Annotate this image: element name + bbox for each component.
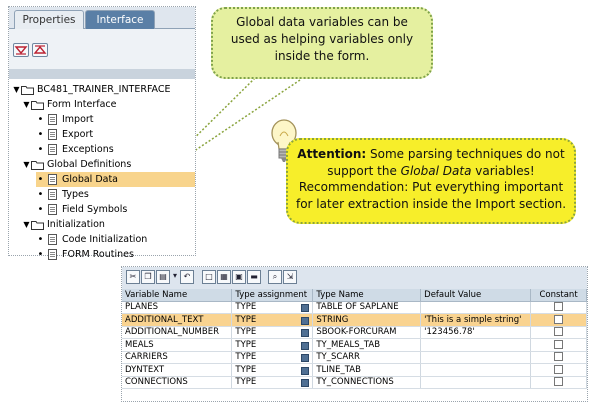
cell-variable-name[interactable]: DYNTEXT: [122, 364, 232, 377]
folder-icon: [21, 85, 34, 95]
value-help-icon[interactable]: [301, 317, 309, 325]
tree-node-label: Global Data: [62, 174, 119, 185]
type-assignment-value: TYPE: [235, 339, 257, 350]
constant-checkbox[interactable]: [554, 315, 563, 324]
tab-interface[interactable]: Interface: [85, 10, 155, 29]
document-icon: [48, 249, 57, 260]
tree-node-label: Exceptions: [62, 144, 114, 155]
constant-checkbox[interactable]: [554, 352, 563, 361]
tree-node-label: FORM Routines: [62, 249, 134, 260]
tree-node-root[interactable]: [12, 82, 171, 97]
type-assignment-value: TYPE: [235, 377, 257, 388]
tab-properties[interactable]: Properties: [14, 10, 84, 29]
document-icon: [48, 189, 57, 200]
value-help-icon[interactable]: [301, 367, 309, 375]
cut-icon[interactable]: ✂: [126, 270, 140, 284]
table-header-row: [122, 289, 587, 301]
callout-text: Some parsing techniques do not support the: [327, 147, 565, 178]
cell-type-assignment[interactable]: [232, 339, 313, 352]
value-help-icon[interactable]: [301, 379, 309, 387]
callout-text: Global data variables can be used as helping variables only inside the form.: [230, 15, 414, 63]
tree-node-label: Form Interface: [47, 99, 117, 110]
callout-emphasis: Global Data: [400, 163, 472, 178]
constant-checkbox[interactable]: [554, 340, 563, 349]
table-row[interactable]: [122, 351, 587, 364]
new-row-icon[interactable]: □: [202, 270, 216, 284]
type-assignment-value: TYPE: [235, 327, 257, 338]
insert-row-icon[interactable]: ▦: [217, 270, 231, 284]
tree-node-form-interface[interactable]: [22, 97, 116, 112]
bullet-icon: •: [37, 188, 44, 200]
folder-icon: [31, 100, 44, 110]
cell-type-name[interactable]: TY_SCARR: [313, 351, 421, 364]
bullet-icon: •: [37, 128, 44, 140]
cell-default-value[interactable]: [421, 364, 531, 377]
constant-checkbox[interactable]: [554, 365, 563, 374]
table-row[interactable]: [122, 301, 587, 314]
append-row-icon[interactable]: ▣: [232, 270, 246, 284]
column-header-type-name[interactable]: Type Name: [313, 289, 421, 301]
cell-default-value[interactable]: '123456.78': [421, 326, 531, 339]
collapse-all-icon[interactable]: [32, 43, 48, 57]
form-tree-panel: [8, 6, 196, 260]
value-help-icon[interactable]: [301, 354, 309, 362]
cell-constant: [531, 351, 587, 364]
value-help-icon[interactable]: [301, 304, 309, 312]
bullet-icon: •: [37, 248, 44, 260]
bullet-icon: •: [37, 173, 44, 185]
table-toolbar: [122, 267, 587, 289]
delete-row-icon[interactable]: ▬: [247, 270, 261, 284]
bullet-icon: •: [37, 143, 44, 155]
paste-icon[interactable]: ▤: [156, 270, 170, 284]
tree-node-types[interactable]: [36, 187, 89, 202]
column-header-constant[interactable]: Constant: [531, 289, 587, 301]
tree-node-label: Global Definitions: [47, 159, 132, 170]
table-row[interactable]: [122, 326, 587, 339]
document-icon: [48, 204, 57, 215]
tree-toolbar: [9, 29, 195, 69]
tree-header-bar: [9, 69, 195, 79]
tree-node-code-initialization[interactable]: [36, 232, 147, 247]
type-assignment-value: TYPE: [235, 314, 257, 325]
cell-type-assignment[interactable]: [232, 301, 313, 314]
tree-node-field-symbols[interactable]: [36, 202, 127, 217]
type-assignment-value: TYPE: [235, 302, 257, 313]
document-icon: [48, 234, 57, 245]
tree-node-exceptions[interactable]: [36, 142, 114, 157]
column-header-default-value[interactable]: Default Value: [421, 289, 531, 301]
expand-all-icon[interactable]: [13, 43, 29, 57]
cell-type-name[interactable]: SBOOK-FORCURAM: [313, 326, 421, 339]
value-help-icon[interactable]: [301, 329, 309, 337]
cell-default-value[interactable]: [421, 301, 531, 314]
tree-node-label: Import: [62, 114, 94, 125]
tree-node-initialization[interactable]: [22, 217, 105, 232]
tab-strip: [9, 7, 195, 29]
cell-type-name[interactable]: TY_CONNECTIONS: [313, 376, 421, 389]
cell-type-assignment[interactable]: [232, 326, 313, 339]
cell-variable-name[interactable]: ADDITIONAL_TEXT: [122, 314, 232, 327]
cell-constant: [531, 364, 587, 377]
cell-type-name[interactable]: TLINE_TAB: [313, 364, 421, 377]
value-help-icon[interactable]: [301, 342, 309, 350]
attention-label: Attention:: [297, 147, 367, 161]
tree-node-global-definitions[interactable]: [22, 157, 131, 172]
table-row[interactable]: [122, 339, 587, 352]
tree-node-export[interactable]: [36, 127, 93, 142]
expanded-arrow-icon[interactable]: ▼: [13, 85, 20, 94]
constant-checkbox[interactable]: [554, 377, 563, 386]
cell-constant: [531, 376, 587, 389]
cell-variable-name[interactable]: ADDITIONAL_NUMBER: [122, 326, 232, 339]
tree-node-global-data[interactable]: [36, 172, 195, 187]
folder-icon: [31, 160, 44, 170]
global-data-table: [122, 289, 587, 389]
tree-node-label: Export: [62, 129, 94, 140]
cell-variable-name[interactable]: CARRIERS: [122, 351, 232, 364]
cell-type-name[interactable]: STRING: [313, 314, 421, 327]
cell-default-value[interactable]: [421, 376, 531, 389]
cell-variable-name[interactable]: CONNECTIONS: [122, 376, 232, 389]
cell-type-name[interactable]: TABLE OF SAPLANE: [313, 301, 421, 314]
cell-variable-name[interactable]: MEALS: [122, 339, 232, 352]
constant-checkbox[interactable]: [554, 327, 563, 336]
table-row[interactable]: [122, 364, 587, 377]
column-header-type-assignment[interactable]: Type assignment: [232, 289, 313, 301]
undo-icon[interactable]: ↶: [180, 270, 194, 284]
constant-checkbox[interactable]: [554, 302, 563, 311]
expanded-arrow-icon[interactable]: ▼: [23, 160, 30, 169]
bullet-icon: •: [37, 113, 44, 125]
callout-text: variables!: [471, 163, 535, 178]
callout-global-data-note: [211, 7, 433, 79]
document-icon: [48, 114, 57, 125]
tree-node-label: Code Initialization: [62, 234, 148, 245]
expanded-arrow-icon[interactable]: ▼: [23, 220, 30, 229]
cell-default-value[interactable]: [421, 339, 531, 352]
cell-constant: [531, 326, 587, 339]
find-icon[interactable]: ⌕: [268, 270, 282, 284]
tree-node-label: Types: [62, 189, 89, 200]
cell-type-assignment[interactable]: [232, 314, 313, 327]
type-assignment-value: TYPE: [235, 352, 257, 363]
cell-variable-name[interactable]: PLANES: [122, 301, 232, 314]
dropdown-icon[interactable]: ▾: [172, 271, 177, 280]
cell-constant: [531, 314, 587, 327]
copy-icon[interactable]: ❐: [141, 270, 155, 284]
bullet-icon: •: [37, 203, 44, 215]
table-row[interactable]: [122, 314, 587, 327]
cell-type-assignment[interactable]: [232, 376, 313, 389]
cell-type-name[interactable]: TY_MEALS_TAB: [313, 339, 421, 352]
document-icon: [48, 129, 57, 140]
cell-type-assignment[interactable]: [232, 364, 313, 377]
cell-constant: [531, 339, 587, 352]
global-data-table-panel: [121, 266, 588, 402]
bullet-icon: •: [37, 233, 44, 245]
cell-constant: [531, 301, 587, 314]
tree-node-import[interactable]: [36, 112, 94, 127]
type-assignment-value: TYPE: [235, 364, 257, 375]
recommendation-text: Recommendation: Put everything important for later extraction inside the Import section.: [295, 180, 567, 211]
tree-node-label: Initialization: [47, 219, 105, 230]
folder-icon: [31, 220, 44, 230]
expanded-arrow-icon[interactable]: ▼: [23, 100, 30, 109]
cell-type-assignment[interactable]: [232, 351, 313, 364]
document-icon: [48, 174, 57, 185]
document-icon: [48, 144, 57, 155]
tree-node-form-routines[interactable]: [36, 247, 134, 262]
tree-node-label: Field Symbols: [62, 204, 128, 215]
tree-node-label: BC481_TRAINER_INTERFACE: [37, 84, 171, 95]
table-row[interactable]: [122, 376, 587, 389]
callout-attention-note: [286, 138, 576, 224]
cell-default-value[interactable]: [421, 351, 531, 364]
find-next-icon[interactable]: ⇲: [283, 270, 297, 284]
cell-default-value[interactable]: 'This is a simple string': [421, 314, 531, 327]
column-header-variable-name[interactable]: Variable Name: [122, 289, 232, 301]
